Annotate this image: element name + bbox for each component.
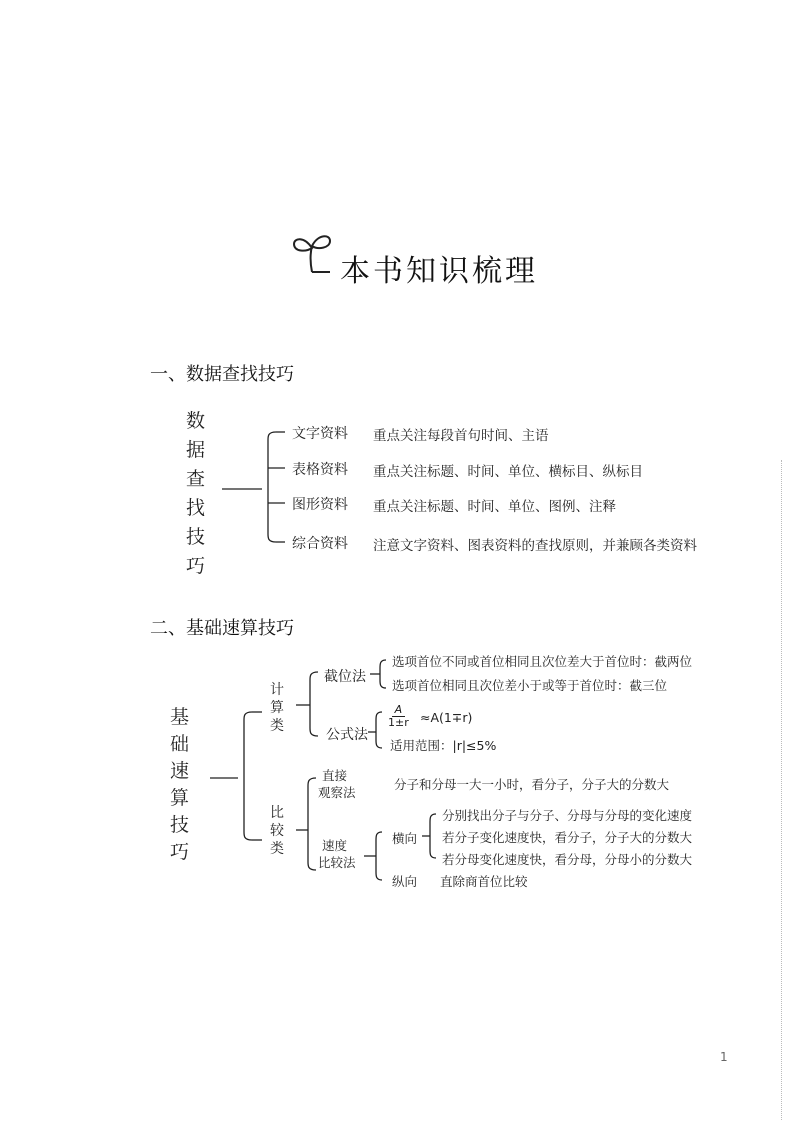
- root-char: 速: [170, 760, 190, 782]
- root-char: 技: [186, 526, 206, 548]
- direct-observe-text: 分子和分母一大一小时，看分子，分子大的分数大: [394, 777, 670, 792]
- vertical-text: 直除商首位比较: [440, 874, 528, 889]
- root-char: 基: [170, 706, 190, 728]
- horizontal-label: 横向: [392, 831, 418, 846]
- item-label-graph-material: 图形资料: [292, 497, 348, 513]
- speed-compare-label-line2: 比较法: [318, 855, 356, 870]
- item-text-combined-material: 注意文字资料、图表资料的查找原则，并兼顾各类资料: [373, 538, 697, 554]
- root-char: 础: [170, 733, 190, 755]
- root-char: 巧: [170, 841, 190, 863]
- scan-edge-line: [781, 460, 782, 1120]
- root-char: 技: [170, 814, 190, 836]
- calc-class-char: 类: [270, 718, 284, 734]
- vertical-label: 纵向: [392, 874, 418, 889]
- formula-numerator: A: [392, 704, 406, 717]
- direct-observe-label-line1: 直接: [322, 768, 348, 783]
- section2-heading: 二、基础速算技巧: [150, 618, 294, 639]
- root-char: 算: [170, 787, 190, 809]
- jiewei-method-label: 截位法: [324, 669, 366, 685]
- compare-class-char: 类: [270, 841, 284, 857]
- root-char: 查: [186, 468, 206, 490]
- item-text-table-material: 重点关注标题、时间、单位、横标目、纵标目: [373, 464, 643, 480]
- page-number: 1: [720, 1050, 728, 1064]
- item-text-graph-material: 重点关注标题、时间、单位、图例、注释: [373, 499, 616, 515]
- compare-class-label: [270, 806, 284, 856]
- jiewei-rule-1: 选项首位不同或首位相同且次位差大于首位时：截两位: [392, 654, 693, 669]
- horizontal-rule-2: 若分子变化速度快，看分子，分子大的分数大: [442, 830, 693, 845]
- item-text-text-material: 重点关注每段首句时间、主语: [373, 428, 549, 444]
- horizontal-rule-3: 若分母变化速度快，看分母，分母小的分数大: [442, 852, 693, 867]
- root-char: 据: [186, 439, 206, 461]
- root-char: 巧: [186, 555, 206, 577]
- section1-heading: 一、数据查找技巧: [150, 364, 294, 385]
- calc-class-char: 算: [270, 700, 284, 716]
- compare-class-char: 较: [270, 823, 284, 839]
- formula-denominator: 1±r: [388, 716, 409, 730]
- formula-method-label: 公式法: [326, 727, 368, 743]
- formula-approximation: ≈A(1∓r): [420, 710, 473, 725]
- calc-class-label: [270, 683, 284, 733]
- direct-observe-label-line2: 观察法: [318, 785, 356, 800]
- section2-root-label: [170, 708, 189, 862]
- page-title: 本书知识梳理: [340, 254, 538, 289]
- calc-class-char: 计: [270, 682, 284, 698]
- item-label-table-material: 表格资料: [292, 462, 348, 478]
- formula-range: 适用范围：|r|≤5%: [390, 738, 497, 753]
- sprout-icon: [290, 232, 340, 276]
- speed-compare-label-line1: 速度: [322, 838, 348, 853]
- item-label-combined-material: 综合资料: [292, 536, 348, 552]
- root-char: 找: [186, 497, 206, 519]
- formula-fraction: [386, 704, 411, 729]
- section1-root-label: [186, 412, 205, 576]
- item-label-text-material: 文字资料: [292, 426, 348, 442]
- jiewei-rule-2: 选项首位相同且次位差小于或等于首位时：截三位: [392, 678, 668, 693]
- root-char: 数: [186, 410, 206, 432]
- horizontal-rule-1: 分别找出分子与分子、分母与分母的变化速度: [442, 808, 693, 823]
- compare-class-char: 比: [270, 805, 284, 821]
